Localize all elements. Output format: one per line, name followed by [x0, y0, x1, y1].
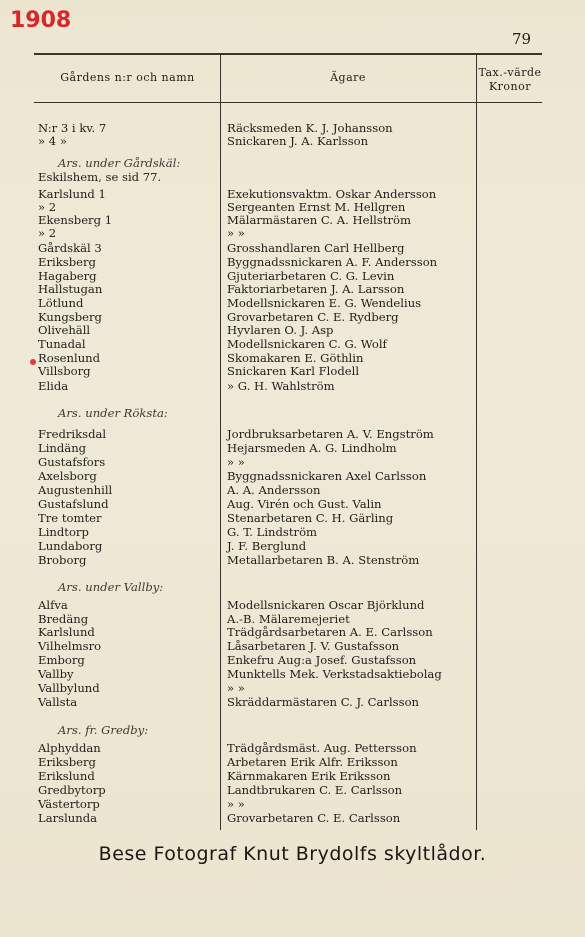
property-name: Lindtorp: [38, 525, 89, 539]
property-name: Ars. under Gårdskäl:: [58, 156, 181, 170]
property-name: Ars. under Röksta:: [58, 406, 168, 420]
property-name: Alfva: [38, 598, 68, 612]
property-name: Tunadal: [38, 337, 86, 351]
property-name: Ars. under Vallby:: [58, 580, 164, 594]
owner-name: Trädgårdsmäst. Aug. Pettersson: [227, 741, 417, 755]
column-divider-1: [220, 54, 221, 830]
property-name: Larslunda: [38, 811, 98, 825]
property-name: Erikslund: [38, 769, 95, 783]
owner-name: » »: [227, 797, 245, 811]
header-owner: Ägare: [330, 71, 366, 84]
red-marker-dot: [30, 359, 36, 365]
owner-name: G. T. Lindström: [227, 525, 318, 539]
property-name: Lundaborg: [38, 539, 103, 553]
property-name: Gårdskäl 3: [38, 241, 102, 255]
property-name: Bredäng: [38, 612, 89, 626]
owner-name: » G. H. Wahlström: [227, 379, 335, 393]
property-name: Olivehäll: [38, 323, 91, 337]
owner-name: Modellsnickaren Oscar Björklund: [227, 598, 425, 612]
property-name: Eriksberg: [38, 755, 96, 769]
property-name: » 4 »: [38, 134, 67, 148]
owner-name: Mälarmästaren C. A. Hellström: [227, 213, 412, 227]
property-name: Lindäng: [38, 441, 87, 455]
header-value-line2: Kronor: [488, 80, 532, 93]
property-name: Villsborg: [38, 364, 91, 378]
property-name: Rosenlund: [38, 351, 101, 365]
owner-name: Modellsnickaren E. G. Wendelius: [227, 296, 422, 310]
owner-name: Trädgårdsarbetaren A. E. Carlsson: [227, 625, 433, 639]
property-name: Lötlund: [38, 296, 84, 310]
property-name: Hallstugan: [38, 282, 103, 296]
owner-name: Låsarbetaren J. V. Gustafsson: [227, 639, 400, 653]
property-name: Axelsborg: [38, 469, 97, 483]
property-name: N:r 3 i kv. 7: [38, 121, 107, 135]
owner-name: Munktells Mek. Verkstadsaktiebolag: [227, 667, 442, 681]
property-name: Gustafslund: [38, 497, 109, 511]
owner-name: Snickaren Karl Flodell: [227, 364, 360, 378]
owner-name: Räcksmeden K. J. Johansson: [227, 121, 393, 135]
owner-name: Byggnadssnickaren A. F. Andersson: [227, 255, 438, 269]
table-top-rule: [34, 53, 542, 55]
owner-name: Sergeanten Ernst M. Hellgren: [227, 200, 406, 214]
property-name: Gredbytorp: [38, 783, 106, 797]
owner-name: Hejarsmeden A. G. Lindholm: [227, 441, 397, 455]
property-name: Fredriksdal: [38, 427, 107, 441]
owner-name: Grovarbetaren C. E. Carlsson: [227, 811, 401, 825]
property-name: Karlslund: [38, 625, 95, 639]
property-name: Alphyddan: [38, 741, 101, 755]
header-value-line1: Tax.-värde: [478, 66, 542, 79]
owner-name: Snickaren J. A. Karlsson: [227, 134, 369, 148]
property-name: Gustafsfors: [38, 455, 106, 469]
property-name: Eriksberg: [38, 255, 96, 269]
owner-name: Metallarbetaren B. A. Stenström: [227, 553, 420, 567]
owner-name: Grosshandlaren Carl Hellberg: [227, 241, 405, 255]
owner-name: J. F. Berglund: [227, 539, 307, 553]
header-bottom-rule: [34, 102, 542, 103]
owner-name: Stenarbetaren C. H. Gärling: [227, 511, 394, 525]
owner-name: Enkefru Aug:a Josef. Gustafsson: [227, 653, 417, 667]
owner-name: Skräddarmästaren C. J. Carlsson: [227, 695, 420, 709]
column-divider-2: [476, 54, 477, 830]
owner-name: Kärnmakaren Erik Eriksson: [227, 769, 391, 783]
property-name: Hagaberg: [38, 269, 97, 283]
header-name: Gårdens n:r och namn: [60, 71, 195, 84]
advertisement-footer: Bese Fotograf Knut Brydolfs skyltlådor.: [98, 843, 487, 865]
property-name: Vilhelmsro: [38, 639, 102, 653]
owner-name: Skomakaren E. Göthlin: [227, 351, 364, 365]
property-name: Augustenhill: [38, 483, 113, 497]
property-name: Vallbylund: [38, 681, 100, 695]
owner-name: » »: [227, 455, 245, 469]
owner-name: Jordbruksarbetaren A. V. Engström: [227, 427, 434, 441]
owner-name: Faktoriarbetaren J. A. Larsson: [227, 282, 405, 296]
property-name: Ars. fr. Gredby:: [58, 723, 149, 737]
page-number: 79: [512, 30, 532, 48]
owner-name: » »: [227, 681, 245, 695]
property-name: Västertorp: [38, 797, 100, 811]
owner-name: Modellsnickaren C. G. Wolf: [227, 337, 387, 351]
owner-name: Exekutionsvaktm. Oskar Andersson: [227, 187, 437, 201]
property-name: Vallsta: [38, 695, 78, 709]
owner-name: » »: [227, 226, 245, 240]
property-name: Elida: [38, 379, 69, 393]
owner-name: A.-B. Mälaremejeriet: [227, 612, 350, 626]
property-name: Eskilshem, se sid 77.: [38, 170, 162, 184]
owner-name: Arbetaren Erik Alfr. Eriksson: [227, 755, 398, 769]
property-name: Emborg: [38, 653, 85, 667]
owner-name: Aug. Virén och Gust. Valin: [227, 497, 382, 511]
property-name: Karlslund 1: [38, 187, 106, 201]
owner-name: Grovarbetaren C. E. Rydberg: [227, 310, 399, 324]
owner-name: Gjuteriarbetaren C. G. Levin: [227, 269, 395, 283]
owner-name: Byggnadssnickaren Axel Carlsson: [227, 469, 427, 483]
year-badge: 1908: [10, 8, 72, 33]
property-name: Kungsberg: [38, 310, 102, 324]
property-name: Tre tomter: [38, 511, 102, 525]
owner-name: Landtbrukaren C. E. Carlsson: [227, 783, 403, 797]
owner-name: Hyvlaren O. J. Asp: [227, 323, 334, 337]
owner-name: A. A. Andersson: [227, 483, 321, 497]
property-name: » 2: [38, 200, 57, 214]
property-name: Vallby: [38, 667, 74, 681]
property-name: » 2: [38, 226, 57, 240]
property-name: Broborg: [38, 553, 87, 567]
property-name: Ekensberg 1: [38, 213, 113, 227]
